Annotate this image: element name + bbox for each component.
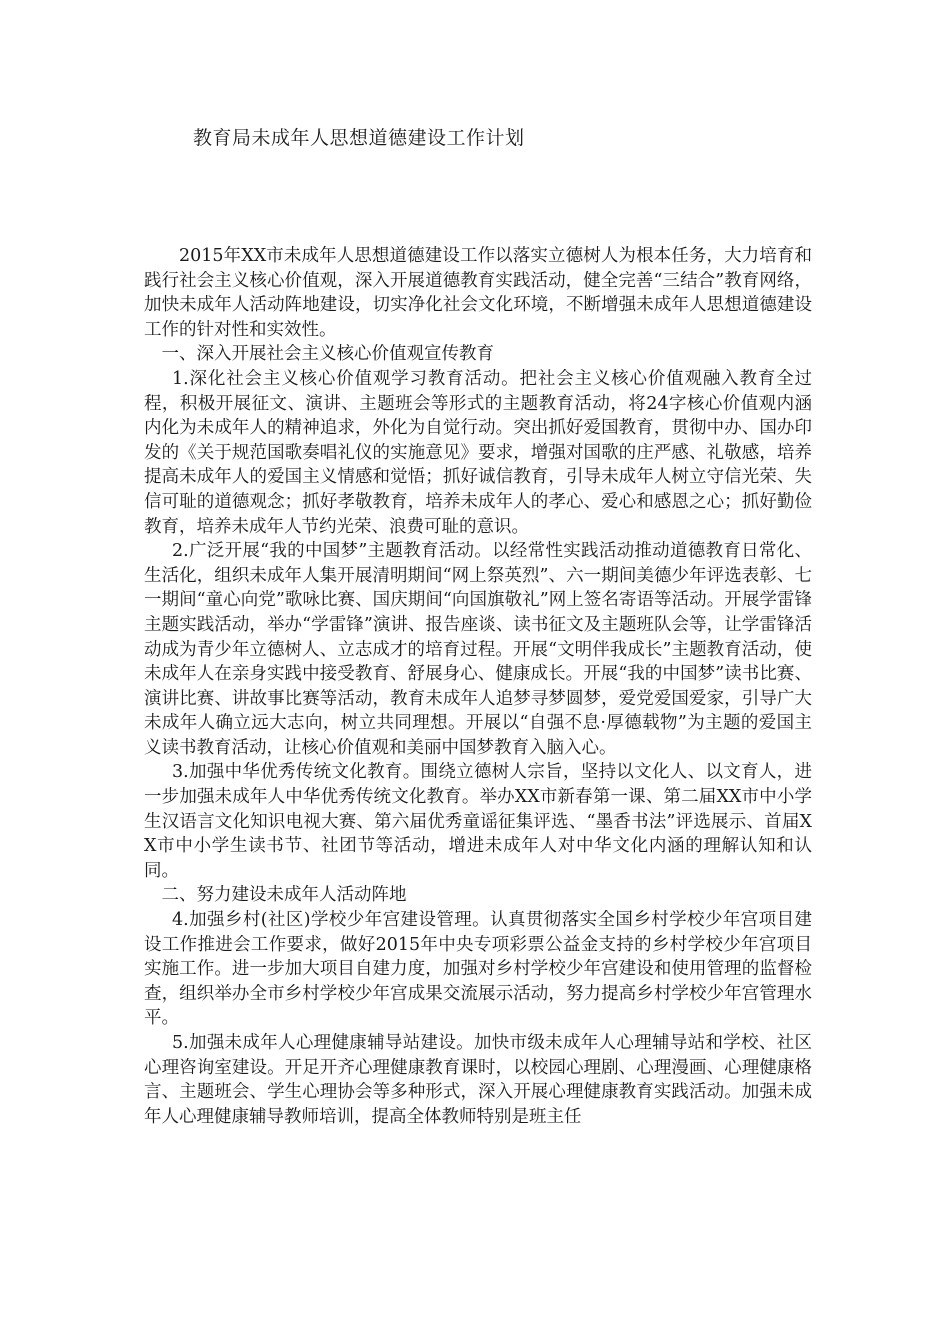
intro-paragraph: 2015年XX市未成年人思想道德建设工作以落实立德树人为根本任务，大力培育和践行社会主义核心价值观，深入开展道德教育实践活动，健全完善“三结合”教育网络，加快未成年人活动阵地建设，切实净化社会文化环境，不断增强未成年人思想道德建设工作的针对性和实效性。	[144, 246, 812, 340]
item-paragraph-5: 5.加强未成年人心理健康辅导站建设。加快市级未成年人心理辅导站和学校、社区心理咨询室建设。开足开齐心理健康教育课时，以校园心理剧、心理漫画、心理健康格言、主题班会、学生心理协会等多种形式，深入开展心理健康教育实践活动。加强未成年人心理健康辅导教师培训，提高全体教师特别是班主任	[144, 1033, 812, 1127]
document-body	[144, 244, 812, 1129]
item-paragraph-1: 1.深化社会主义核心价值观学习教育活动。把社会主义核心价值观融入教育全过程，积极开展征文、演讲、主题班会等形式的主题教育活动，将24字核心价值观内涵内化为未成年人的精神追求，外化为自觉行动。突出抓好爱国教育，贯彻中办、国办印发的《关于规范国歌奏唱礼仪的实施意见》要求，增强对国歌的庄严感、礼敬感，培养提高未成年人的爱国主义情感和觉悟；抓好诚信教育，引导未成年人树立守信光荣、失信可耻的道德观念；抓好孝敬教育，培养未成年人的孝心、爱心和感恩之心；抓好勤俭教育，培养未成年人节约光荣、浪费可耻的意识。	[144, 368, 812, 537]
item-paragraph-4: 4.加强乡村(社区)学校少年宫建设管理。认真贯彻落实全国乡村学校少年宫项目建设工作推进会工作要求，做好2015年中央专项彩票公益金支持的乡村学校少年宫项目实施工作。进一步加大项目自建力度，加强对乡村学校少年宫建设和使用管理的监督检查，组织举办全市乡村学校少年宫成果交流展示活动，努力提高乡村学校少年宫管理水平。	[144, 910, 812, 1029]
section-heading-2: 二、努力建设未成年人活动阵地	[161, 885, 407, 906]
item-paragraph-3: 3.加强中华优秀传统文化教育。围绕立德树人宗旨，坚持以文化人、以文育人，进一步加强未成年人中华优秀传统文化教育。举办XX市新春第一课、第二届XX市中小学生汉语言文化知识电视大赛、第六届优秀童谣征集评选、“墨香书法”评选展示、首届XX市中小学生读书节、社团节等活动，增进未成年人对中华文化内涵的理解认知和认同。	[144, 762, 812, 881]
document-title: 教育局未成年人思想道德建设工作计划	[193, 127, 525, 149]
section-heading-1: 一、深入开展社会主义核心价值观宣传教育	[161, 344, 494, 365]
item-paragraph-2: 2.广泛开展“我的中国梦”主题教育活动。以经常性实践活动推动道德教育日常化、生活化，组织未成年人集开展清明期间“网上祭英烈”、六一期间美德少年评选表彰、七一期间“童心向党”歌咏比赛、国庆期间“向国旗敬礼”网上签名寄语等活动。开展学雷锋主题实践活动，举办“学雷锋”演讲、报告座谈、读书征文及主题班队会等，让学雷锋活动成为青少年立德树人、立志成才的培育过程。开展“文明伴我成长”主题教育活动，使未成年人在亲身实践中接受教育、舒展身心、健康成长。开展“我的中国梦”读书比赛、演讲比赛、讲故事比赛等活动，教育未成年人追梦寻梦圆梦，爱党爱国爱家，引导广大未成年人确立远大志向，树立共同理想。开展以“自强不息·厚德载物”为主题的爱国主义读书教育活动，让核心价值观和美丽中国梦教育入脑入心。	[144, 541, 812, 758]
